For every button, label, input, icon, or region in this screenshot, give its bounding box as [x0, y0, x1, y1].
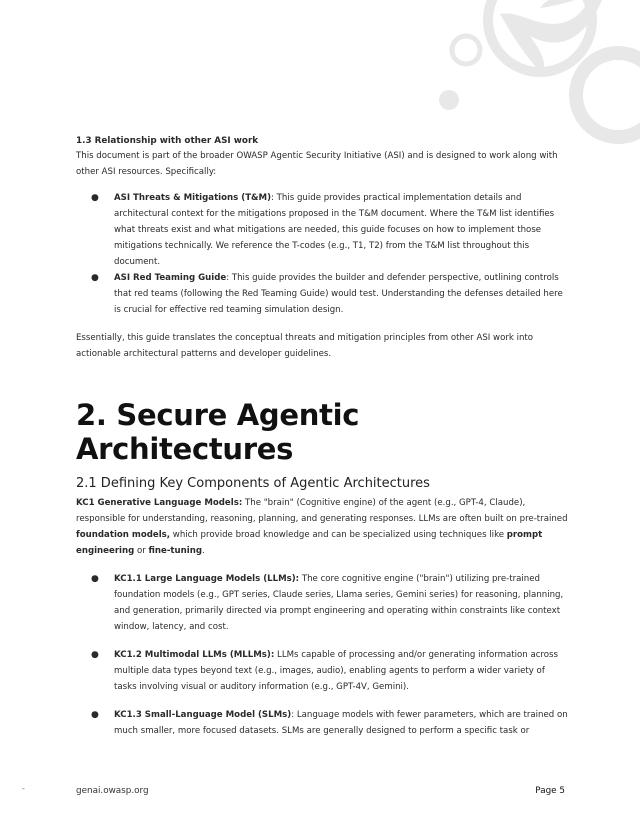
kc1-label: KC1 Generative Language Models:	[76, 498, 243, 508]
subsection-title: 2.1 Defining Key Components of Agentic Architectures	[76, 476, 430, 491]
list-item-text: The core cognitive engine ("brain") utilizing pre-trained foundation models (e.g., GPT series, Claude series, Llama series, Gemini series) for reasoning, planning, and generation, primarily directed via prompt engineering and operating within constraints like context window, latency, and cost.	[114, 574, 564, 632]
list-item-text: : This guide provides the builder and defender perspective, outlining controls that red teams (following the Red Teaming Guide) would test. Understanding the defenses detailed here is crucial for effective red teaming simulation design.	[114, 273, 563, 315]
section-title: 1.3 Relationship with other ASI work	[76, 136, 259, 146]
list-item-label: KC1.3 Small-Language Model (SLMs)	[114, 710, 292, 720]
kc1-text: which provide broad knowledge and can be specialized using techniques like	[170, 530, 507, 540]
kc1-term: foundation models,	[76, 530, 171, 540]
header-decoration	[390, 0, 640, 150]
asi-resources-list	[76, 190, 568, 318]
kc1-text: .	[202, 546, 205, 556]
bullet-icon: ●	[91, 273, 99, 283]
list-item-text: : This guide provides practical implementation details and architectural context for the mitigations proposed in the T&M document. Where the T&M list identifies what threats exist and what mitigations are needed, this guide focuses on how to implement those mitigations technically. We reference the T-codes (e.g., T1, T2) from the T&M list throughout this document.	[114, 193, 555, 267]
chapter-title-line: 2. Secure Agentic	[76, 398, 360, 432]
list-item	[76, 571, 568, 635]
list-item	[76, 647, 568, 695]
list-item	[76, 270, 568, 318]
page-number: Page 5	[535, 786, 565, 796]
bullet-icon: ●	[91, 650, 99, 660]
chapter-title	[76, 398, 568, 466]
list-item-text: : Language models with fewer parameters, which are trained on much smaller, more focused datasets. SLMs are generally designed to perform a specific task or	[114, 710, 568, 736]
kc1-components-list	[76, 571, 568, 739]
bullet-icon: ●	[91, 193, 99, 203]
footer-site-link[interactable]: genai.owasp.org	[76, 786, 149, 796]
list-item	[76, 707, 568, 739]
bullet-icon: ●	[91, 710, 99, 720]
chapter-title-line: Architectures	[76, 432, 294, 466]
bullet-icon: ●	[91, 574, 99, 584]
footer-dash: -	[22, 784, 25, 793]
kc1-term: fine-tuning	[148, 546, 202, 556]
list-item-label: KC1.2 Multimodal LLMs (MLLMs):	[114, 650, 275, 660]
list-item-label: ASI Threats & Mitigations (T&M)	[114, 193, 272, 203]
kc1-term: prompt engineering	[76, 530, 543, 556]
list-item	[76, 190, 568, 270]
list-item-label: KC1.1 Large Language Models (LLMs):	[114, 574, 300, 584]
kc1-text: or	[134, 546, 149, 556]
section-closing: Essentially, this guide translates the conceptual threats and mitigation principles from other ASI work into actionable architectural patterns and developer guidelines.	[76, 333, 534, 359]
kc1-paragraph	[76, 495, 568, 559]
kc1-text: The "brain" (Cognitive engine) of the agent (e.g., GPT-4, Claude), responsible for understanding, reasoning, planning, and generating responses. LLMs are often built on pre-trained	[76, 498, 568, 524]
section-intro: This document is part of the broader OWASP Agentic Security Initiative (ASI) and is designed to work along with other ASI resources. Specifically:	[76, 151, 558, 177]
list-item-label: ASI Red Teaming Guide	[114, 273, 227, 283]
list-item-text: LLMs capable of processing and/or generating information across multiple data types beyond text (e.g., images, audio), enabling agents to perform a wider variety of tasks involving visual or auditory information (e.g., GPT-4V, Gemini).	[114, 650, 558, 692]
page-content	[76, 134, 568, 739]
